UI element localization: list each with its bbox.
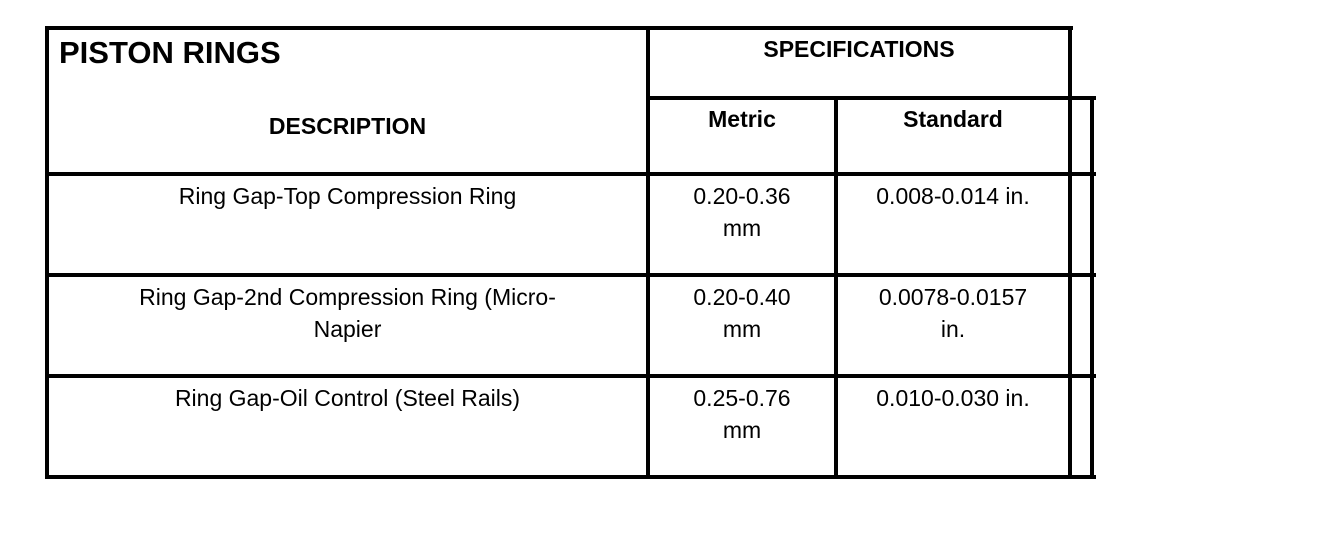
row-3-description — [49, 382, 646, 414]
table-border-top — [45, 26, 1073, 30]
row-2-description-line-2: Napier — [313, 316, 382, 342]
row-1-standard — [838, 180, 1068, 212]
row-3-standard — [838, 382, 1068, 414]
row-2-description — [49, 281, 646, 345]
table-border-right-outer — [1090, 96, 1094, 479]
specifications-underline — [648, 96, 1096, 100]
row-3-description-line-1: Ring Gap-Oil Control (Steel Rails) — [174, 385, 521, 411]
row-2-metric — [650, 281, 834, 345]
row-1-description-line-1: Ring Gap-Top Compression Ring — [178, 183, 517, 209]
row-1-description — [49, 180, 646, 212]
description-column-header: DESCRIPTION — [268, 113, 427, 139]
row-1-standard-line-1: 0.008-0.014 in. — [876, 183, 1030, 209]
row-3-standard-line-1: 0.010-0.030 in. — [876, 385, 1030, 411]
table-border-bottom — [45, 475, 1096, 479]
row-3-metric-line-2: mm — [722, 417, 762, 443]
row-2-metric-line-1: 0.20-0.40 — [693, 284, 791, 310]
header-row-divider — [45, 172, 1096, 176]
table-border-right-inner — [1068, 26, 1072, 479]
standard-column-header: Standard — [903, 106, 1003, 132]
row-2-standard-line-2: in. — [940, 316, 966, 342]
row-1-metric — [650, 180, 834, 244]
row-1-divider — [45, 273, 1096, 277]
row-3-metric-line-1: 0.25-0.76 — [693, 385, 791, 411]
row-2-standard-line-1: 0.0078-0.0157 — [878, 284, 1028, 310]
row-1-metric-line-2: mm — [722, 215, 762, 241]
row-2-standard — [838, 281, 1068, 345]
table-title: PISTON RINGS — [59, 35, 281, 70]
specifications-header: SPECIFICATIONS — [763, 36, 955, 62]
metric-column-header: Metric — [708, 106, 776, 132]
row-1-metric-line-1: 0.20-0.36 — [693, 183, 791, 209]
row-2-metric-line-2: mm — [722, 316, 762, 342]
row-3-metric — [650, 382, 834, 446]
row-2-divider — [45, 374, 1096, 378]
row-2-description-line-1: Ring Gap-2nd Compression Ring (Micro- — [139, 284, 556, 310]
